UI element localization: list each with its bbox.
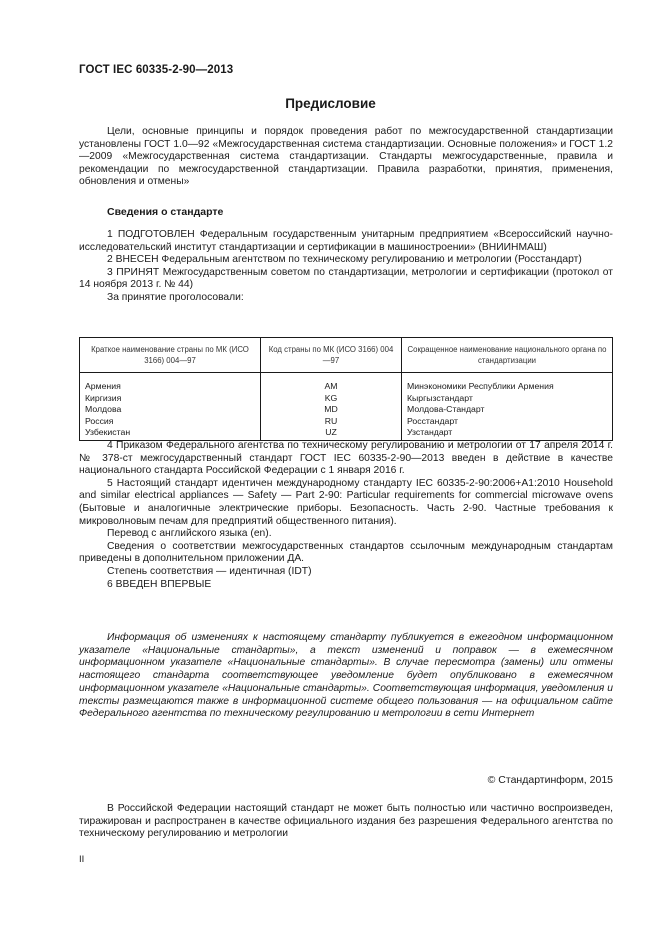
header-standards-body: Сокращенное наименование национального органа по стандартизации [402, 338, 613, 373]
cell-body: Молдова-Стандарт [402, 404, 613, 416]
intro-paragraph [79, 126, 613, 189]
document-header: ГОСТ IEC 60335-2-90—2013 [79, 64, 234, 76]
cell-country: Киргизия [80, 393, 261, 405]
cell-country: Узбекистан [80, 427, 261, 440]
cell-code: KG [261, 393, 402, 405]
table-row [80, 427, 613, 440]
item-1: 1 ПОДГОТОВЛЕН Федеральным государственным унитарным предприятием «Всероссийский научно-исследовательский институт стандартизации и сертификации в машиностроении» (ВНИИНМАШ) [79, 229, 613, 253]
table-row [80, 416, 613, 428]
info-notice: Информация об изменениях к настоящему стандарту публикуется в ежегодном информационном указателе «Национальные стандарты», а текст изменений и поправок — в ежемесячном информационном указателе «Национальные стандарты». В случае пересмотра (замены) или отмены настоящего стандарта соответствующее уведомление будет опубликовано в ежемесячном информационном указателе «Национальные стандарты». Соответствующая информация, уведомления и тексты размещаются также в информационной системе общего пользования — на официальном сайте Федерального агентства по техническому регулированию и метрологии в сети Интернет [79, 632, 613, 720]
cell-body: Кыргызстандарт [402, 393, 613, 405]
table-header-row [80, 338, 613, 373]
cell-country: Молдова [80, 404, 261, 416]
item-4: 4 Приказом Федерального агентства по техническому регулированию и метрологии от 17 апреля 2014 г. № 378-ст межгосударственный стандарт ГОСТ IEC 60335-2-90—2013 введен в действие в качестве национального стандарта Российской Федерации с 1 января 2016 г. [79, 440, 613, 477]
voting-table [79, 337, 613, 441]
copyright: © Стандартинформ, 2015 [487, 774, 613, 786]
page-number: II [79, 854, 85, 865]
item-6: 6 ВВЕДЕН ВПЕРВЫЕ [107, 578, 212, 590]
page-title: Предисловие [285, 96, 376, 111]
cell-country: Армения [80, 379, 261, 393]
cell-code: RU [261, 416, 402, 428]
cell-body: Росстандарт [402, 416, 613, 428]
item-5: 5 Настоящий стандарт идентичен международному стандарту IEC 60335-2-90:2006+A1:2010 Household and similar electrical appliances — Safety — Part 2-90: Particular requirements for commercial microwave ovens (Бытовые и аналогичные электрические приборы. Безопасность. Часть 2-90. Частные требования к микроволновым печам для предприятий общественного питания). [79, 477, 613, 527]
item-3: 3 ПРИНЯТ Межгосударственным советом по стандартизации, метрологии и сертификации (протокол от 14 ноября 2013 г. № 44) [79, 266, 613, 291]
cell-body: Минэкономики Республики Армения [402, 379, 613, 393]
about-section [79, 229, 613, 305]
table-row [80, 393, 613, 405]
item-2: 2 ВНЕСЕН Федеральным агентством по техническому регулированию и метрологии (Росстандарт) [107, 254, 582, 266]
references-note: Сведения о соответствии межгосударственных стандартов ссылочным международным стандартам приведены в дополнительном приложении ДА. [79, 540, 613, 565]
translation-note: Перевод с английского языка (en). [107, 528, 272, 540]
cell-body: Узстандарт [402, 427, 613, 440]
cell-code: MD [261, 404, 402, 416]
header-country-code: Код страны по МК (ИСО 3166) 004—97 [261, 338, 402, 373]
table-row [80, 404, 613, 416]
table-row [80, 379, 613, 393]
header-country-name: Краткое наименование страны по МК (ИСО 3166) 004—97 [80, 338, 261, 373]
reproduction-notice: В Российской Федерации настоящий стандарт не может быть полностью или частично воспроизведен, тиражирован и распространен в качестве официального издания без разрешения Федерального агентства по техническому регулированию и метрологии [79, 803, 613, 840]
about-heading: Сведения о стандарте [107, 206, 224, 218]
adoption-section [79, 440, 613, 591]
degree-note: Степень соответствия — идентичная (IDT) [107, 565, 312, 577]
cell-code: AM [261, 379, 402, 393]
cell-country: Россия [80, 416, 261, 428]
cell-code: UZ [261, 427, 402, 440]
intro-text: Цели, основные принципы и порядок проведения работ по межгосударственной стандартизации установлены ГОСТ 1.0—92 «Межгосударственная система стандартизации. Основные положения» и ГОСТ 1.2—2009 «Межгосударственная система стандартизации. Стандарты межгосударственные, правила и рекомендации по межгосударственной стандартизации. Правила разработки, принятия, применения, обновления и отмены» [79, 126, 613, 188]
vote-line: За принятие проголосовали: [107, 291, 244, 303]
